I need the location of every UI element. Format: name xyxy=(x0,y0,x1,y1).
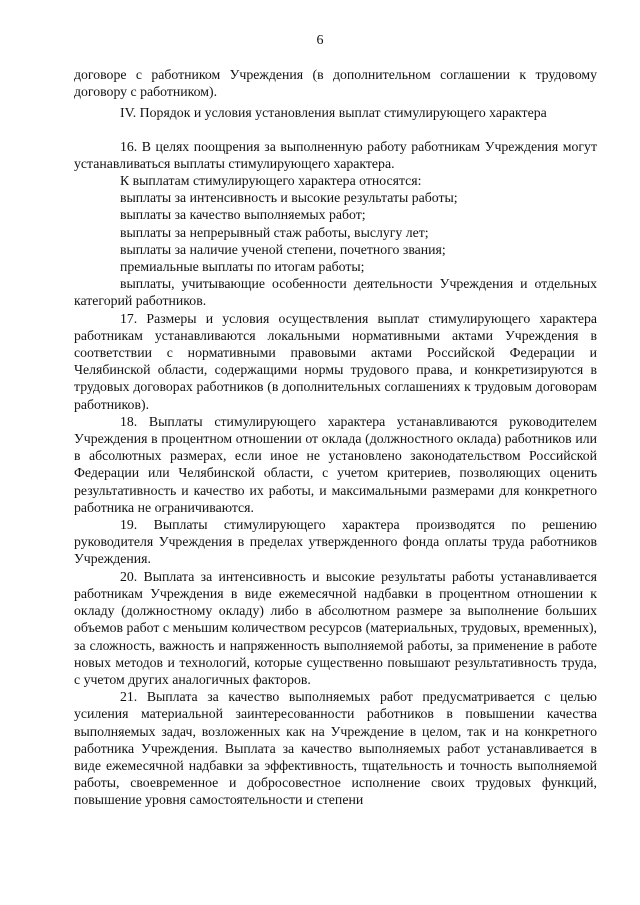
paragraph-19: 19. Выплаты стимулирующего характера производятся по решению руководителя Учреждения в пределах утвержденного фонда оплаты труда работников Учреждения. xyxy=(74,517,597,567)
paragraph-16-list-intro: К выплатам стимулирующего характера относятся: xyxy=(120,173,422,189)
document-body xyxy=(74,66,597,809)
section-title: IV. Порядок и условия установления выплат стимулирующего характера xyxy=(120,105,547,121)
list-item: выплаты за интенсивность и высокие результаты работы; xyxy=(120,190,458,206)
list-item: премиальные выплаты по итогам работы; xyxy=(120,259,365,275)
paragraph-17: 17. Размеры и условия осуществления выплат стимулирующего характера работникам устанавливаются локальными нормативными актами Учреждения в соответствии с нормативными правовыми актами Российской Федерации и Челябинской области, содержащими нормы трудового права, и конкретизируются в трудовых договорах работников (в дополнительных соглашениях к трудовым договорам работников). xyxy=(74,310,597,412)
paragraph-20: 20. Выплата за интенсивность и высокие результаты работы устанавливается работникам Учреждения в виде ежемесячной надбавки в процентном отношении к окладу (должностному окладу) либо в абсолютном размере за выполнение больших объемов работ с меньшим количеством ресурсов (материальных, трудовых, временных), за сложность, важность и напряженность выполняемой работы, за применение в работе новых методов и технологий, которые существенно повышают результативность труда, с учетом других аналогичных факторов. xyxy=(74,568,597,687)
list-item: выплаты, учитывающие особенности деятельности Учреждения и отдельных категорий работников. xyxy=(74,276,597,309)
paragraph-continuation: договоре с работником Учреждения (в дополнительном соглашении к трудовому договору с работником). xyxy=(74,67,597,100)
paragraph-18: 18. Выплаты стимулирующего характера устанавливаются руководителем Учреждения в процентном отношении от оклада (должностного оклада) работников или в абсолютных размерах, если иное не установлено законодательством Российской Федерации или Челябинской области, с учетом критериев, позволяющих оценить результативность и качество их работы, и максимальными размерами для конкретного работника не ограничиваются. xyxy=(74,413,597,515)
paragraph-16: 16. В целях поощрения за выполненную работу работникам Учреждения могут устанавливаться выплаты стимулирующего характера. xyxy=(74,138,597,171)
list-item: выплаты за наличие ученой степени, почетного звания; xyxy=(120,241,446,257)
list-item: выплаты за качество выполняемых работ; xyxy=(120,207,366,223)
page-number: 6 xyxy=(316,33,324,48)
paragraph-21: 21. Выплата за качество выполняемых работ предусматривается с целью усиления материальной заинтересованности работников в повышении качества выполняемых задач, возложенных как на Учреждение в целом, так и на конкретного работника Учреждения. Выплата за качество выполняемых работ устанавливается в виде ежемесячной надбавки за эффективность, тщательность и точность выполняемой работы, своевременное и добросовестное исполнение своих трудовых функций, повышение уровня самостоятельности и степени xyxy=(74,689,597,808)
list-item: выплаты за непрерывный стаж работы, выслугу лет; xyxy=(120,224,429,240)
